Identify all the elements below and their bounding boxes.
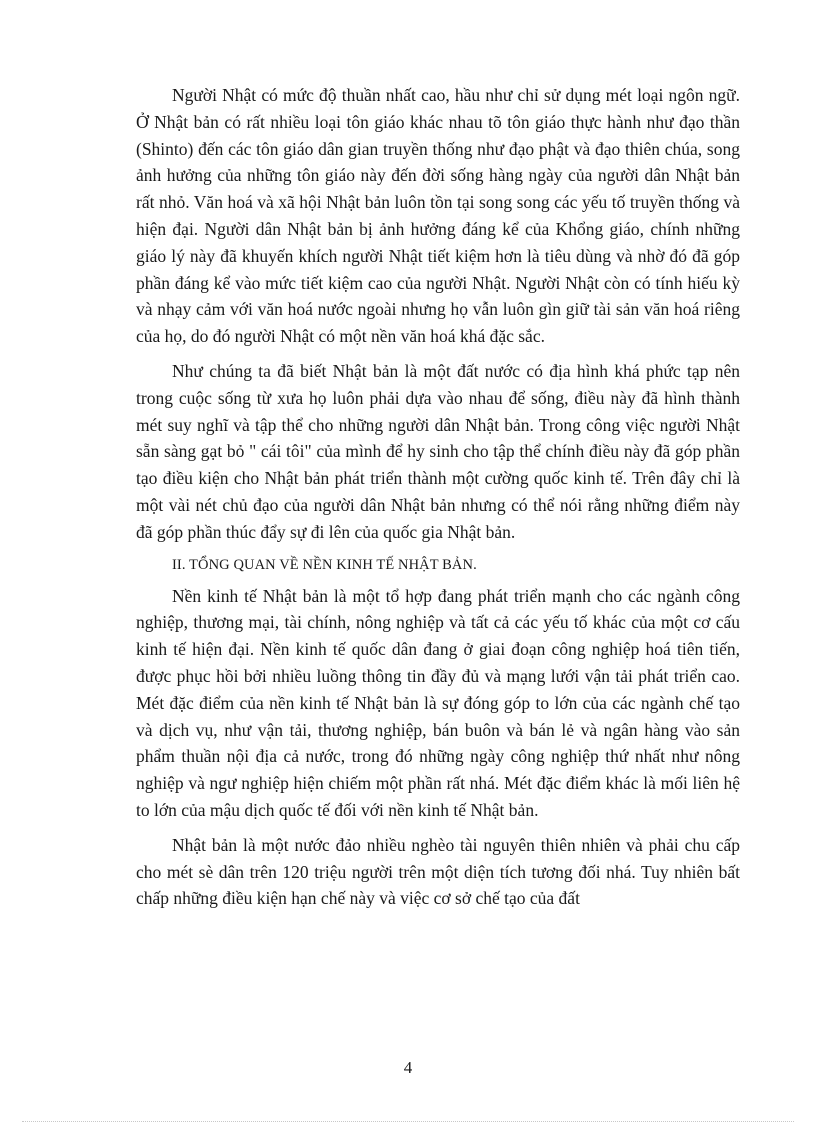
page-content — [136, 82, 740, 920]
paragraph-culture: Người Nhật có mức độ thuần nhất cao, hầu như chỉ sử dụng mét loại ngôn ngữ. Ở Nhật bản có rất nhiều loại tôn giáo khác nhau tõ tôn giáo thực hành như đạo thần (Shinto) đến các tôn giáo dân gian truyền thống như đạo phật và đạo thiên chúa, song ảnh hưởng của những tôn giáo này đến đời sống hàng ngày của người dân Nhật bản rất nhỏ. Văn hoá và xã hội Nhật bản luôn tồn tại song song các yếu tố truyền thống và hiện đại. Người dân Nhật bản bị ảnh hưởng đáng kể của Khổng giáo, chính những giáo lý này đã khuyến khích người Nhật tiết kiệm hơn là tiêu dùng và nhờ đó đã góp phần đáng kể vào mức tiết kiệm cao của người Nhật. Người Nhật còn có tính hiếu kỳ và nhạy cảm với văn hoá nước ngoài nhưng họ vẫn luôn gìn giữ tài sản văn hoá riêng của họ, do đó người Nhật có một nền văn hoá khá đặc sắc. — [136, 85, 740, 347]
paragraph-collectivism: Như chúng ta đã biết Nhật bản là một đất nước có địa hình khá phức tạp nên trong cuộc sống từ xưa họ luôn phải dựa vào nhau để sống, điều này đã hình thành mét suy nghĩ và tập thể cho những người dân Nhật bản. Trong công việc người Nhật sẵn sàng gạt bỏ " cái tôi" của mình để hy sinh cho tập thể chính điều này đã góp phần tạo điều kiện cho Nhật bản phát triển thành một cường quốc kinh tế. Trên đây chỉ là một vài nét chủ đạo của người dân Nhật bản nhưng có thể nói rằng những điểm này đã góp phần thúc đẩy sự đi lên của quốc gia Nhật bản. — [136, 360, 740, 542]
section-heading: II. TỔNG QUAN VỀ NỀN KINH TẾ NHẬT BẢN. — [172, 556, 477, 573]
page-bottom-divider — [22, 1121, 794, 1122]
page-number: 4 — [403, 1058, 413, 1077]
paragraph-resources: Nhật bản là một nước đảo nhiều nghèo tài nguyên thiên nhiên và phải chu cấp cho mét sè dân trên 120 triệu người trên một diện tích tương đối nhá. Tuy nhiên bất chấp những điều kiện hạn chế này và việc cơ sở chế tạo của đất — [136, 834, 740, 909]
paragraph-economy-overview: Nền kinh tế Nhật bản là một tổ hợp đang phát triển mạnh cho các ngành công nghiệp, thương mại, tài chính, nông nghiệp và tất cả các yếu tố khác của một cơ cấu kinh tế hiện đại. Nền kinh tế quốc dân đang ở giai đoạn công nghiệp hoá tiên tiến, được phục hồi bởi nhiều luồng thông tin đầy đủ và mạng lưới vận tải phát triển cao. Mét đặc điểm của nền kinh tế Nhật bản là sự đóng góp to lớn của các ngành chế tạo và dịch vụ, như vận tải, thương nghiệp, bán buôn và bán lẻ và ngân hàng vào sản phẩm thuần nội địa cả nước, trong đó những ngày công nghiệp thứ nhất như nông nghiệp và ngư nghiệp hiện chiếm một phần rất nhá. Mét đặc điểm khác là mối liên hệ to lớn của mậu dịch quốc tế đối với nền kinh tế Nhật bản. — [136, 585, 740, 820]
